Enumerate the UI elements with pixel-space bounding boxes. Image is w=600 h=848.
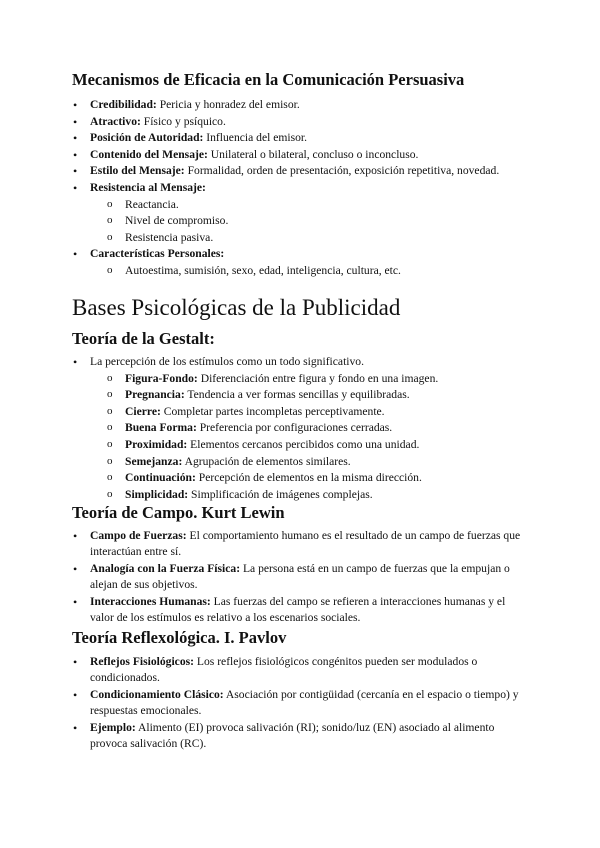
item-label: Analogía con la Fuerza Física: — [90, 561, 241, 575]
item-label: Interacciones Humanas: — [90, 594, 211, 608]
item-text: Preferencia por configuraciones cerradas. — [196, 421, 393, 435]
sub-list-item — [72, 470, 528, 487]
sub-list-item — [72, 404, 528, 421]
item-label: Semejanza: — [125, 454, 183, 468]
item-text: Alimento (EI) provoca salivación (RI); sonido/luz (EN) asociado al alimento provoca salivación (RC). — [90, 720, 495, 751]
item-label: Credibilidad: — [90, 98, 157, 111]
section-heading-pavlov: Teoría Reflexológica. I. Pavlov — [72, 628, 287, 647]
item-text: Autoestima, sumisión, sexo, edad, inteligencia, cultura, etc. — [125, 263, 401, 277]
item-text: Agrupación de elementos similares. — [182, 454, 351, 468]
list-item — [72, 594, 528, 627]
list-item — [72, 354, 528, 371]
item-label: Continuación: — [125, 471, 196, 485]
item-text: La percepción de los estímulos como un todo significativo. — [90, 355, 365, 368]
list-item — [72, 114, 528, 131]
circle-bullet-icon: o — [107, 197, 113, 210]
item-label: Simplicidad: — [125, 487, 189, 501]
item-text: Físico y psíquico. — [140, 114, 226, 128]
sub-list-item — [72, 454, 528, 471]
circle-bullet-icon: o — [107, 454, 113, 467]
item-text: Completar partes incompletas perceptivamente. — [160, 404, 385, 418]
item-label: Proximidad: — [125, 437, 188, 451]
sub-list-item — [72, 230, 528, 247]
circle-bullet-icon: o — [107, 230, 113, 243]
item-text: La persona está en un campo de fuerzas que la empujan o alejan de sus objetivos. — [90, 561, 510, 592]
sub-list-item — [72, 371, 528, 388]
sub-list-item — [72, 437, 528, 454]
sub-list-item — [72, 420, 528, 437]
item-text: Unilateral o bilateral, concluso o inconcluso. — [207, 147, 419, 161]
lewin-list — [72, 528, 528, 626]
list-item — [72, 528, 528, 561]
circle-bullet-icon: o — [107, 388, 113, 401]
item-label: Cierre: — [125, 404, 161, 418]
sub-list-item — [72, 213, 528, 230]
circle-bullet-icon: o — [107, 421, 113, 434]
item-label: Pregnancia: — [125, 388, 185, 402]
item-text: Elementos cercanos percibidos como una unidad. — [187, 437, 420, 451]
item-text: Reactancia. — [125, 197, 179, 211]
circle-bullet-icon: o — [107, 437, 113, 450]
circle-bullet-icon: o — [107, 487, 113, 500]
item-label: Posición de Autoridad: — [90, 131, 204, 145]
item-text: El comportamiento humano es el resultado de un campo de fuerzas que interactúan entre sí. — [90, 529, 521, 559]
list-item — [72, 163, 528, 180]
item-text: Tendencia a ver formas sencillas y equilibradas. — [184, 388, 410, 402]
sub-list-item — [72, 487, 528, 504]
section-heading-lewin: Teoría de Campo. Kurt Lewin — [72, 503, 285, 522]
pavlov-list — [72, 654, 528, 752]
item-text: Asociación por contigüidad (cercanía en el espacio o tiempo) y respuestas emocionales. — [90, 687, 519, 718]
item-text: Nivel de compromiso. — [125, 214, 229, 228]
sub-list-item — [72, 387, 528, 404]
page-title: Bases Psicológicas de la Publicidad — [72, 295, 401, 320]
item-label: Campo de Fuerzas: — [90, 529, 187, 542]
list-item — [72, 97, 528, 114]
item-text: Percepción de elementos en la misma dirección. — [195, 471, 422, 485]
item-text: Las fuerzas del campo se refieren a interacciones humanas y el valor de los estímulos es relativo a los escenarios sociales. — [90, 594, 506, 625]
circle-bullet-icon: o — [107, 214, 113, 227]
list-item — [72, 147, 528, 164]
list-item — [72, 654, 528, 687]
item-text: Resistencia pasiva. — [125, 230, 214, 244]
item-label: Buena Forma: — [125, 421, 197, 435]
circle-bullet-icon: o — [107, 404, 113, 417]
item-text: Influencia del emisor. — [203, 131, 308, 145]
list-item — [72, 180, 528, 197]
list-item — [72, 720, 528, 753]
item-label: Ejemplo: — [90, 720, 136, 734]
circle-bullet-icon: o — [107, 371, 113, 384]
item-text: Formalidad, orden de presentación, exposición repetitiva, novedad. — [184, 164, 500, 178]
list-item — [72, 687, 528, 720]
item-label: Reflejos Fisiológicos: — [90, 655, 194, 668]
item-label: Contenido del Mensaje: — [90, 147, 208, 161]
item-text: Pericia y honradez del emisor. — [156, 98, 300, 111]
gestalt-list — [72, 354, 528, 503]
sub-list-item — [72, 263, 528, 280]
item-label: Atractivo: — [90, 114, 141, 128]
list-item — [72, 561, 528, 594]
item-text: Simplificación de imágenes complejas. — [188, 487, 373, 501]
sub-list-item — [72, 197, 528, 214]
item-label: Estilo del Mensaje: — [90, 164, 185, 178]
list-item — [72, 130, 528, 147]
item-label: Condicionamiento Clásico: — [90, 687, 224, 701]
section-heading-mecanismos: Mecanismos de Eficacia en la Comunicación Persuasiva — [72, 70, 465, 89]
circle-bullet-icon: o — [107, 263, 113, 276]
item-label: Resistencia al Mensaje: — [90, 180, 206, 194]
item-label: Características Personales: — [90, 247, 225, 261]
item-text: Los reflejos fisiológicos congénitos pueden ser modulados o condicionados. — [90, 655, 478, 685]
item-text: Diferenciación entre figura y fondo en una imagen. — [197, 371, 439, 385]
section-heading-gestalt: Teoría de la Gestalt: — [72, 329, 215, 348]
item-label: Figura-Fondo: — [125, 371, 198, 385]
list-item — [72, 246, 528, 263]
mecanismos-list — [72, 97, 528, 280]
circle-bullet-icon: o — [107, 471, 113, 484]
